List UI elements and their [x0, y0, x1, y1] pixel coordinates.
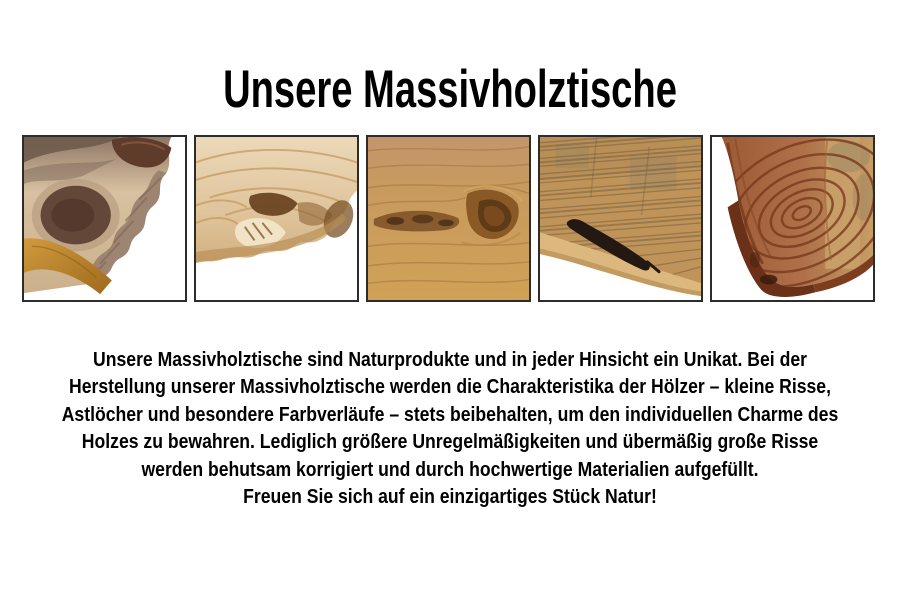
description-line-5: werden behutsam korrigiert und durch hochwertige Materialien aufgefüllt. [141, 458, 759, 481]
description-text [0, 347, 900, 511]
wood-image-4 [538, 135, 703, 302]
wood-texture-2-svg [196, 137, 357, 300]
description-line-4: Holzes zu bewahren. Lediglich größere Unregelmäßigkeiten und übermäßig große Risse [81, 431, 819, 454]
description-line-3: Astlöcher und besondere Farbverläufe – stets beibehalten, um den individuellen Charme des [61, 403, 839, 426]
wood-texture-1-svg [24, 137, 185, 300]
wood-image-1 [22, 135, 187, 302]
description-line-2: Herstellung unserer Massivholztische werden die Charakteristika der Hölzer – kleine Risse, [69, 376, 831, 399]
description-line-6: Freuen Sie sich auf ein einzigartiges Stück Natur! [243, 486, 657, 509]
wood-texture-5-svg [712, 137, 873, 300]
wood-image-2 [194, 135, 359, 302]
wood-image-3 [366, 135, 531, 302]
wood-image-5 [710, 135, 875, 302]
wood-image-row [22, 135, 875, 302]
page-title: Unsere Massivholztische [223, 60, 677, 119]
wood-texture-3-svg [368, 137, 529, 300]
wood-texture-4-svg [540, 137, 701, 300]
description-line-1: Unsere Massivholztische sind Naturprodukte und in jeder Hinsicht ein Unikat. Bei der [93, 349, 807, 371]
